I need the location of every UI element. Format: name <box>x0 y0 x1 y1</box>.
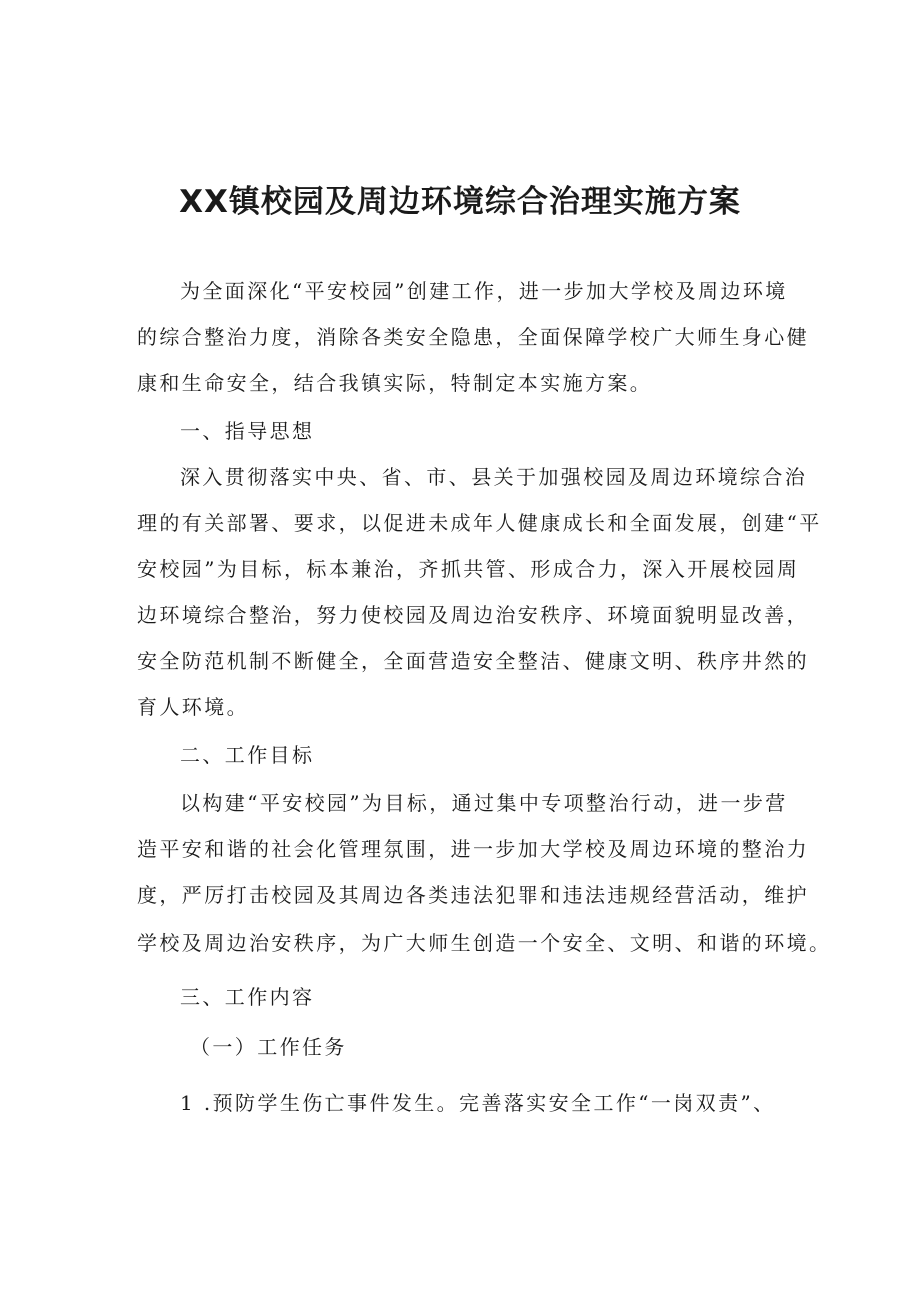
paragraph-line: 以构建“平安校园”为目标，通过集中专项整治行动，进一步营 <box>180 791 788 815</box>
section-heading: 三、工作内容 <box>180 985 315 1009</box>
paragraph-line: 康和生命安全，结合我镇实际，特制定本实施方案。 <box>137 371 653 395</box>
paragraph-line: 边环境综合整治，努力使校园及周边治安秩序、环境面貌明显改善， <box>137 603 809 627</box>
section-heading: 一、指导思想 <box>180 419 315 443</box>
document-title: XX镇校园及周边环境综合治理实施方案 <box>179 184 741 220</box>
subsection-heading: （一）工作任务 <box>190 1035 347 1059</box>
paragraph-line: 育人环境。 <box>137 695 249 719</box>
paragraph-line: 度，严厉打击校园及其周边各类违法犯罪和违法违规经营活动，维护 <box>137 883 809 907</box>
paragraph-line: 深入贯彻落实中央、省、市、县关于加强校园及周边环境综合治 <box>180 465 808 489</box>
paragraph-line: 理的有关部署、要求，以促进未成年人健康成长和全面发展，创建“平 <box>137 511 822 535</box>
section-heading: 二、工作目标 <box>180 743 315 767</box>
list-item: 1 .预防学生伤亡事件发生。完善落实安全工作“一岗双责”、 <box>180 1091 776 1115</box>
paragraph-line: 安校园”为目标，标本兼治，齐抓共管、形成合力，深入开展校园周 <box>137 557 800 581</box>
paragraph-line: 为全面深化“平安校园”创建工作，进一步加大学校及周边环境 <box>180 279 788 303</box>
paragraph-line: 安全防范机制不断健全，全面营造安全整洁、健康文明、秩序井然的 <box>137 649 809 673</box>
paragraph-line: 的综合整治力度，消除各类安全隐患，全面保障学校广大师生身心健 <box>137 325 809 349</box>
paragraph-line: 学校及周边治安秩序，为广大师生创造一个安全、文明、和谐的环境。 <box>137 931 832 955</box>
paragraph-line: 造平安和谐的社会化管理氛围，进一步加大学校及周边环境的整治力 <box>137 837 809 861</box>
